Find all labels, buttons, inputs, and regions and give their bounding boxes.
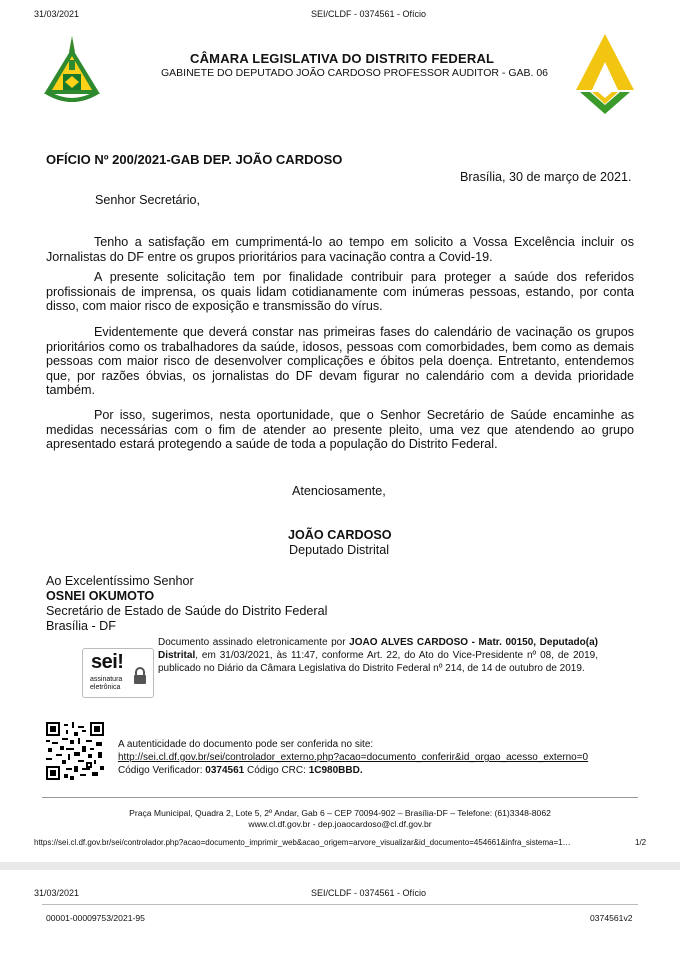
page-number: 1/2 bbox=[635, 838, 647, 847]
padlock-icon bbox=[133, 667, 147, 685]
header-divider bbox=[42, 904, 638, 905]
footer-divider bbox=[42, 797, 638, 798]
verification-link[interactable]: http://sei.cl.df.gov.br/sei/controlador_externo.php?acao=documento_conferir&id_orgao_acesso_externo=0 bbox=[118, 752, 589, 763]
df-coat-of-arms-icon bbox=[42, 34, 102, 110]
footer-address: Praça Municipal, Quadra 2, Lote 5, 2º Andar, Gab 6 – CEP 70094-902 – Brasília-DF – Telefone: (61)3348-8062 bbox=[129, 808, 551, 818]
print-doc-id: SEI/CLDF - 0374561 - Ofício bbox=[311, 9, 427, 19]
qr-code-icon bbox=[46, 722, 104, 780]
letter-number: OFÍCIO Nº 200/2021-GAB DEP. JOÃO CARDOSO bbox=[46, 152, 343, 167]
letter-paragraph: Por isso, sugerimos, nesta oportunidade, que o Senhor Secretário de Saúde encaminhe as medidas necessárias com o fim de atender ao presente pleito, uma vez que atendendo ao grupo apresentado estará protegendo a saúde de toda a população do Distrito Federal. bbox=[46, 408, 634, 452]
authenticity-text: A autenticidade do documento pode ser conferida no site: bbox=[118, 739, 374, 750]
sei-logo-sub1: assinatura bbox=[90, 676, 123, 683]
document-version: 0374561v2 bbox=[590, 913, 633, 923]
letter-paragraph: Tenho a satisfação em cumprimentá-lo ao tempo em solicito a Vossa Excelência incluir os Jornalistas do DF entre os grupos prioritários para vacinação contra a Covid-19. bbox=[46, 235, 634, 264]
print-date: 31/03/2021 bbox=[34, 888, 80, 898]
signer-role: Deputado Distrital bbox=[289, 543, 390, 557]
closing: Atenciosamente, bbox=[292, 484, 386, 498]
signer-name: JOÃO CARDOSO bbox=[288, 528, 392, 542]
sei-logo-text: sei! bbox=[91, 651, 124, 673]
electronic-signature-text: Documento assinado eletronicamente por JOAO ALVES CARDOSO - Matr. 00150, Deputado(a) Distrital, em 31/03/2021, às 11:47, conforme Art. 22, do Ato do Vice-Presidente nº 08, de 2019, publicado no Diário da Câmara Legislativa do Distrito Federal nº 214, de 14 de outubro de 2019. bbox=[158, 637, 598, 674]
print-url: https://sei.cl.df.gov.br/sei/controlador.php?acao=documento_imprimir_web&acao_origem=arvore_visualizar&id_documento=454661&infra_sistema=1… bbox=[34, 838, 571, 847]
cldf-chevron-logo-icon bbox=[574, 32, 636, 116]
footer-web: www.cl.df.gov.br - dep.joaocardoso@cl.df.gov.br bbox=[248, 819, 432, 829]
letter-paragraph: A presente solicitação tem por finalidade contribuir para proteger a saúde dos referidos profissionais de imprensa, os quais lidam cotidianamente com inúmeras pessoas, estando, por conta disso, com maior risco de exposição e transmissão do vírus. bbox=[46, 270, 634, 314]
recipient-greeting: Ao Excelentíssimo Senhor bbox=[46, 574, 194, 588]
institution-subtitle: GABINETE DO DEPUTADO JOÃO CARDOSO PROFESSOR AUDITOR - GAB. 06 bbox=[161, 67, 549, 79]
recipient-city: Brasília - DF bbox=[46, 619, 116, 633]
salutation: Senhor Secretário, bbox=[95, 193, 201, 207]
institution-title: CÂMARA LEGISLATIVA DO DISTRITO FEDERAL bbox=[190, 51, 495, 66]
letter-paragraph: Evidentemente que deverá constar nas primeiras fases do calendário de vacinação os grupos prioritários como os trabalhadores da saúde, idosos, pessoas com comorbidades, bem como as demais pessoas com maior risco de desenvolver complicações e óbitos pela doença. Entretanto, entendemos que, por razões óbvias, os jornalistas do DF devam figurar no calendário com a devida prioridade também. bbox=[46, 325, 634, 398]
verification-codes: Código Verificador: 0374561 Código CRC: 1C980BBD. bbox=[118, 765, 363, 776]
document-page-2 bbox=[0, 870, 680, 960]
recipient-role: Secretário de Estado de Saúde do Distrito Federal bbox=[46, 604, 328, 618]
recipient-name: OSNEI OKUMOTO bbox=[46, 589, 155, 603]
sei-logo-sub2: eletrônica bbox=[90, 684, 121, 691]
sei-signature-logo bbox=[82, 648, 154, 698]
print-date: 31/03/2021 bbox=[34, 9, 80, 19]
print-doc-id: SEI/CLDF - 0374561 - Ofício bbox=[311, 888, 427, 898]
process-number: 00001-00009753/2021-95 bbox=[46, 913, 145, 923]
place-date: Brasília, 30 de março de 2021. bbox=[460, 170, 632, 184]
authenticity-block bbox=[118, 738, 588, 777]
